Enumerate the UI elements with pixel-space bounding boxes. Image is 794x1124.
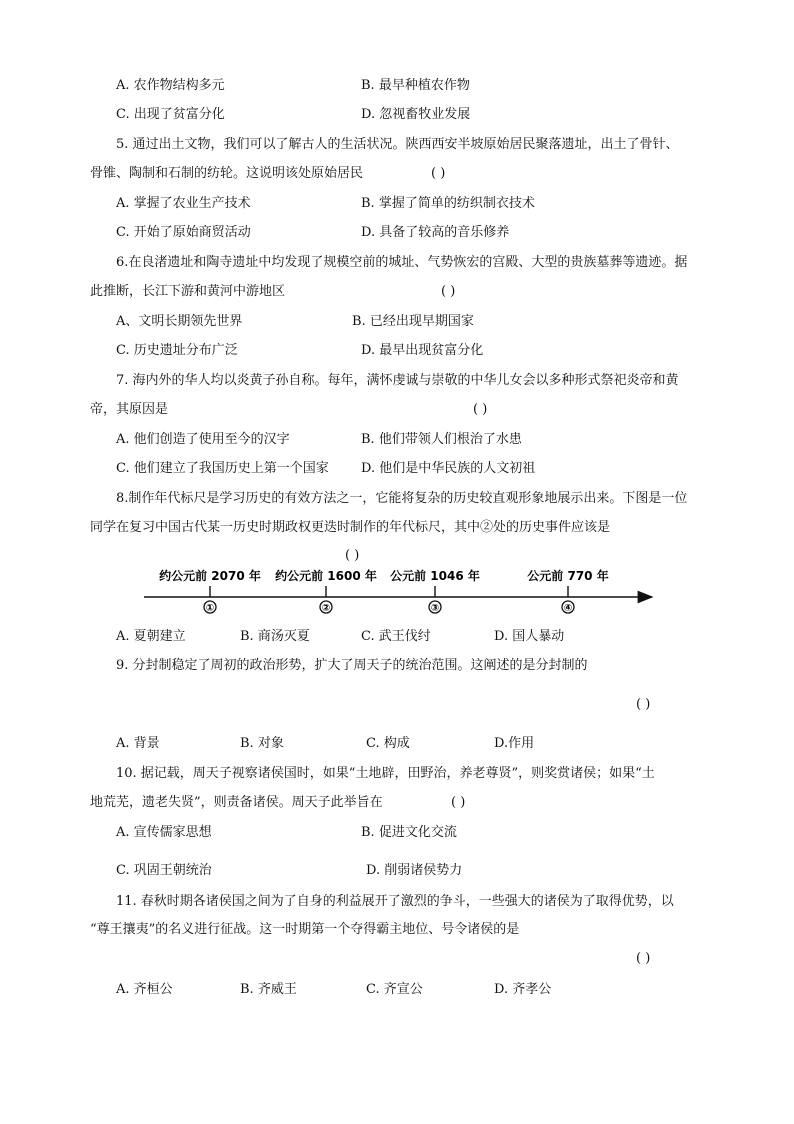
q7-answer-blank[interactable]: ( ) — [473, 402, 488, 417]
q9-option-b[interactable]: B. 对象 — [240, 736, 284, 751]
year-ruler-label-1: 约公元前 2070 年 — [159, 569, 261, 583]
q7-stem-line1: 7. 海内外的华人均以炎黄子孙自称。每年，满怀虔诚与崇敬的中华儿女会以多种形式祭祀炎帝和黄 — [116, 373, 679, 388]
q4-option-c[interactable]: C. 出现了贫富分化 — [116, 107, 225, 122]
q4-option-d[interactable]: D. 忽视畜牧业发展 — [361, 107, 471, 122]
q5-answer-blank[interactable]: ( ) — [431, 166, 446, 181]
q10-stem-line2: 地荒芜，遗老失贤”，则责备诸侯。周天子此举旨在 — [90, 795, 383, 810]
year-ruler-label-2: 约公元前 1600 年 — [275, 569, 377, 583]
q9-option-c[interactable]: C. 构成 — [366, 736, 410, 751]
q5-stem-line1: 5. 通过出土文物，我们可以了解古人的生活状况。陕西西安半坡原始居民聚落遗址，出土了骨针、 — [116, 137, 679, 152]
q10-option-b[interactable]: B. 促进文化交流 — [361, 825, 457, 840]
year-ruler-graphic — [140, 566, 660, 616]
q8-option-c[interactable]: C. 武王伐纣 — [361, 629, 431, 644]
year-ruler-marker-3: ③ — [430, 603, 440, 614]
q8-stem-line2: 同学在复习中国古代某一历史时期政权更迭时制作的年代标尺，其中②处的历史事件应该是 — [90, 520, 611, 535]
q7-option-b[interactable]: B. 他们带领人们根治了水患 — [361, 432, 522, 447]
year-ruler-marker-4: ④ — [563, 603, 573, 614]
q11-stem-line2: “尊王攘夷”的名义进行征战。这一时期第一个夺得霸主地位、号令诸侯的是 — [90, 922, 520, 937]
q7-stem-line2: 帝，其原因是 — [90, 402, 169, 417]
q5-stem-line2: 骨锥、陶制和石制的纺轮。这说明该处原始居民 — [90, 166, 364, 181]
q10-option-a[interactable]: A. 宣传儒家思想 — [116, 825, 212, 840]
q7-option-c[interactable]: C. 他们建立了我国历史上第一个国家 — [116, 461, 329, 476]
q8-option-a[interactable]: A. 夏朝建立 — [116, 629, 186, 644]
q6-option-a[interactable]: A、文明长期领先世界 — [116, 314, 243, 329]
year-ruler-label-4: 公元前 770 年 — [527, 569, 609, 583]
q6-option-d[interactable]: D. 最早出现贫富分化 — [361, 343, 484, 358]
q6-answer-blank[interactable]: ( ) — [441, 284, 456, 299]
q4-option-b[interactable]: B. 最早种植农作物 — [361, 78, 470, 93]
q9-answer-blank[interactable]: ( ) — [636, 697, 651, 712]
q8-answer-blank[interactable]: ( ) — [345, 548, 360, 563]
year-ruler-marker-1: ① — [205, 603, 215, 614]
q11-answer-blank[interactable]: ( ) — [636, 951, 651, 966]
q7-option-d[interactable]: D. 他们是中华民族的人文初祖 — [361, 461, 536, 476]
q10-option-d[interactable]: D. 削弱诸侯势力 — [366, 863, 463, 878]
q6-option-c[interactable]: C. 历史遗址分布广泛 — [116, 343, 238, 358]
q10-option-c[interactable]: C. 巩固王朝统治 — [116, 863, 212, 878]
q5-option-a[interactable]: A. 掌握了农业生产技术 — [116, 196, 251, 211]
q5-option-c[interactable]: C. 开始了原始商贸活动 — [116, 225, 251, 240]
q4-option-a[interactable]: A. 农作物结构多元 — [116, 78, 225, 93]
q8-option-d[interactable]: D. 国人暴动 — [494, 629, 565, 644]
q11-option-a[interactable]: A. 齐桓公 — [116, 982, 173, 997]
q10-answer-blank[interactable]: ( ) — [451, 795, 466, 810]
year-ruler-label-3: 公元前 1046 年 — [390, 569, 480, 583]
q8-stem-line1: 8.制作年代标尺是学习历史的有效方法之一，它能将复杂的历史较直观形象地展示出来。下图是一位 — [116, 491, 688, 506]
q5-option-d[interactable]: D. 具备了较高的音乐修养 — [361, 225, 510, 240]
q6-stem-line1: 6.在良渚遗址和陶寺遗址中均发现了规模空前的城址、气势恢宏的宫殿、大型的贵族墓葬等遗迹。据 — [116, 255, 688, 270]
q9-option-d[interactable]: D.作用 — [494, 736, 535, 751]
year-ruler-marker-2: ② — [321, 603, 331, 614]
q11-stem-line1: 11. 春秋时期各诸侯国之间为了自身的利益展开了激烈的争斗，一些强大的诸侯为了取得优势，以 — [116, 894, 674, 909]
year-ruler — [140, 566, 660, 616]
q11-option-d[interactable]: D. 齐孝公 — [494, 982, 552, 997]
q5-option-b[interactable]: B. 掌握了简单的纺织制衣技术 — [361, 196, 535, 211]
q9-stem-line1: 9. 分封制稳定了周初的政治形势，扩大了周天子的统治范围。这阐述的是分封制的 — [116, 658, 588, 673]
q6-option-b[interactable]: B. 已经出现早期国家 — [352, 314, 474, 329]
q11-option-b[interactable]: B. 齐威王 — [240, 982, 297, 997]
q9-option-a[interactable]: A. 背景 — [116, 736, 160, 751]
q8-option-b[interactable]: B. 商汤灭夏 — [240, 629, 310, 644]
q10-stem-line1: 10. 据记载，周天子视察诸侯国时，如果“土地辟，田野治，养老尊贤”，则奖赏诸侯；如果“土 — [116, 766, 655, 781]
q6-stem-line2: 此推断，长江下游和黄河中游地区 — [90, 284, 286, 299]
q11-option-c[interactable]: C. 齐宣公 — [366, 982, 423, 997]
q7-option-a[interactable]: A. 他们创造了使用至今的汉字 — [116, 432, 290, 447]
